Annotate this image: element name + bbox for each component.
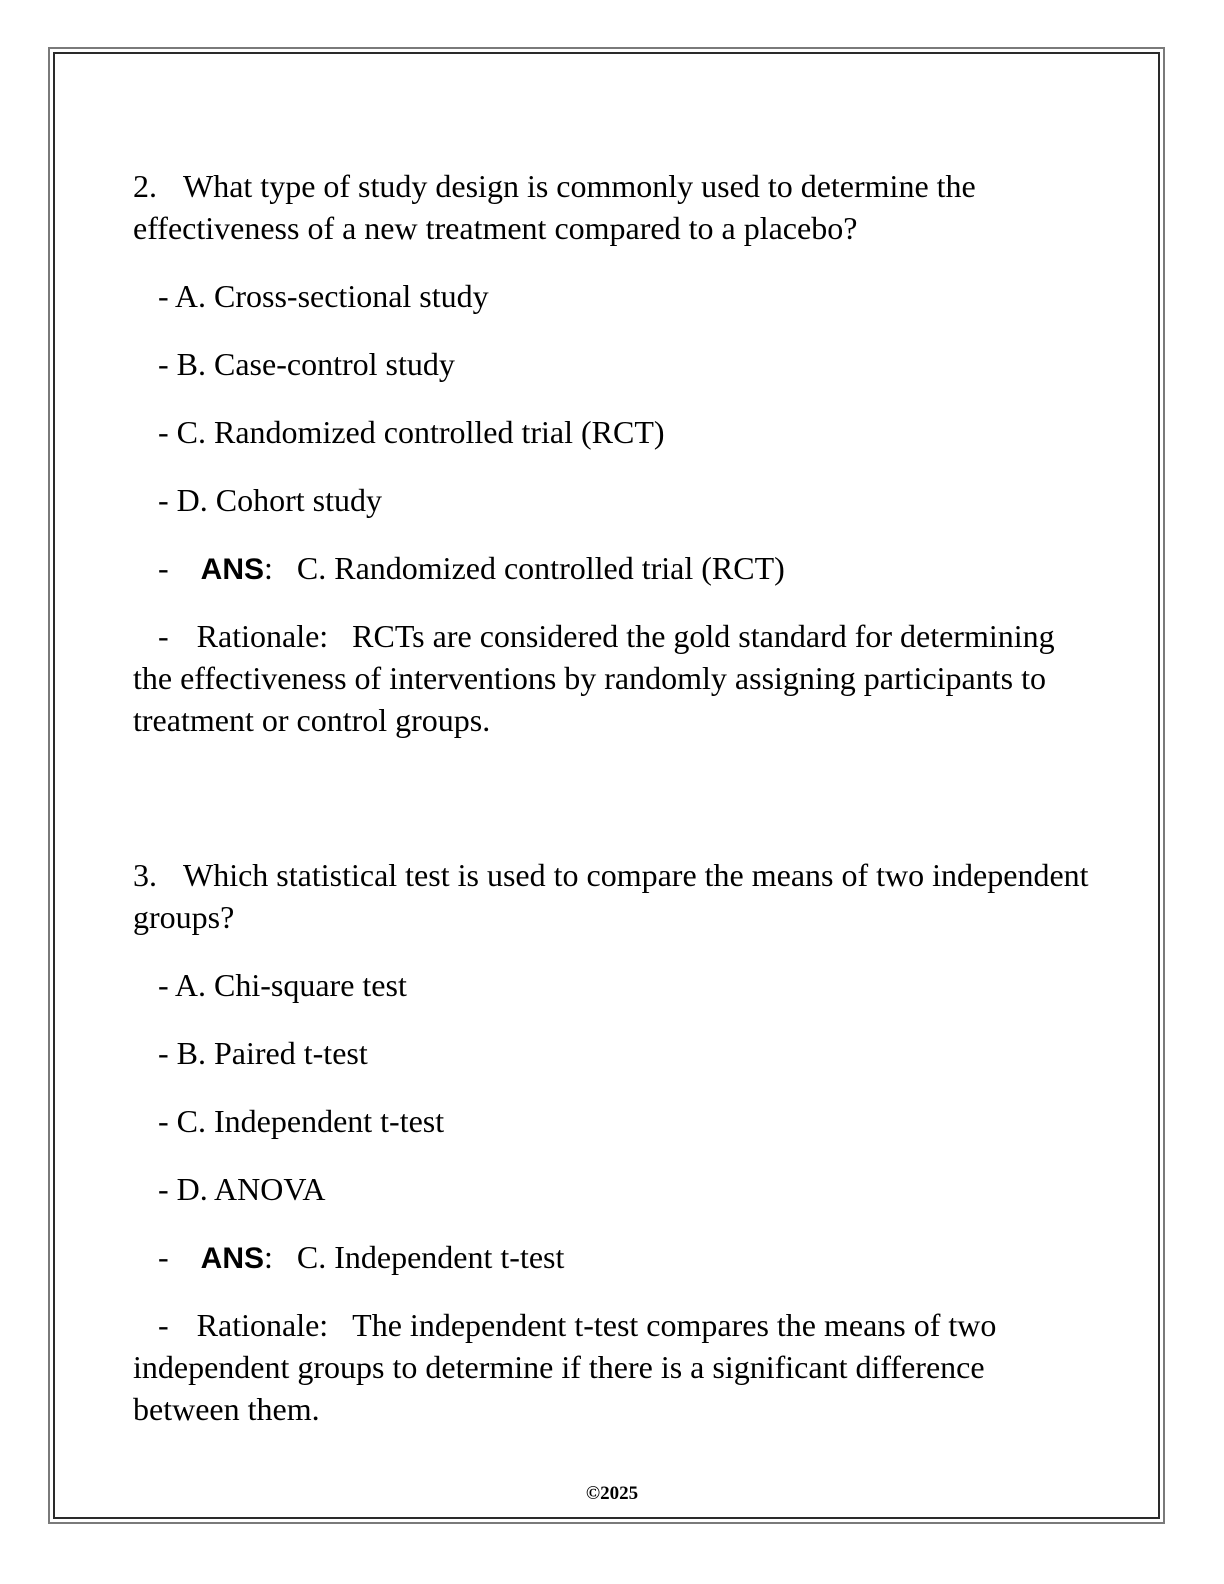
rationale-label: Rationale: <box>196 618 329 654</box>
answer-option: - B. Case-control study <box>158 346 455 382</box>
option-text: A. Cross-sectional study <box>174 278 489 314</box>
question-text: What type of study design is commonly used to determine the effectiveness of a new treatment compared to a placebo? <box>133 168 976 246</box>
option-text: D. Cohort study <box>176 482 382 518</box>
answer-option: - B. Paired t-test <box>158 1035 368 1071</box>
answer-text: C. Independent t-test <box>296 1239 565 1275</box>
rationale: - Rationale: RCTs are considered the gold standard for determining the effectiveness of interventions by randomly assigning participants to treatment or control groups. <box>133 618 1055 738</box>
document-body <box>133 165 1093 1430</box>
rationale-label: Rationale: <box>196 1307 329 1343</box>
option-text: A. Chi-square test <box>174 967 407 1003</box>
question-block <box>133 854 1093 1430</box>
rationale: - Rationale: The independent t-test compares the means of two independent groups to determine if there is a significant difference between them. <box>133 1307 997 1427</box>
question-number: 3. <box>133 857 157 893</box>
answer-option: - C. Independent t-test <box>158 1103 445 1139</box>
option-text: D. ANOVA <box>176 1171 326 1207</box>
question-stem <box>133 854 1093 938</box>
answer-label: ANS <box>200 553 264 586</box>
answer-option: - A. Chi-square test <box>158 967 407 1003</box>
question-block <box>133 165 1093 741</box>
copyright-footer: ©2025 <box>585 1483 639 1504</box>
rationale-text: RCTs are considered the gold standard for determining the effectiveness of interventions by randomly assigning participants to treatment or control groups. <box>133 618 1055 738</box>
answer-option: - A. Cross-sectional study <box>158 278 489 314</box>
answer-line: - ANS: C. Independent t-test <box>158 1239 565 1275</box>
question-number: 2. <box>133 168 157 204</box>
answer-option: - D. Cohort study <box>158 482 382 518</box>
rationale-text: The independent t-test compares the means of two independent groups to determine if there is a significant difference between them. <box>133 1307 997 1427</box>
answer-line: - ANS: C. Randomized controlled trial (RCT) <box>158 550 785 586</box>
answer-option: - D. ANOVA <box>158 1171 326 1207</box>
answer-text: C. Randomized controlled trial (RCT) <box>296 550 785 586</box>
option-text: C. Randomized controlled trial (RCT) <box>176 414 665 450</box>
option-text: B. Case-control study <box>176 346 455 382</box>
option-text: C. Independent t-test <box>176 1103 445 1139</box>
question-text: Which statistical test is used to compare the means of two independent groups? <box>133 857 1089 935</box>
answer-option: - C. Randomized controlled trial (RCT) <box>158 414 665 450</box>
option-text: B. Paired t-test <box>176 1035 368 1071</box>
spacer <box>133 741 1093 854</box>
question-stem <box>133 165 1093 249</box>
answer-label: ANS <box>200 1242 264 1275</box>
